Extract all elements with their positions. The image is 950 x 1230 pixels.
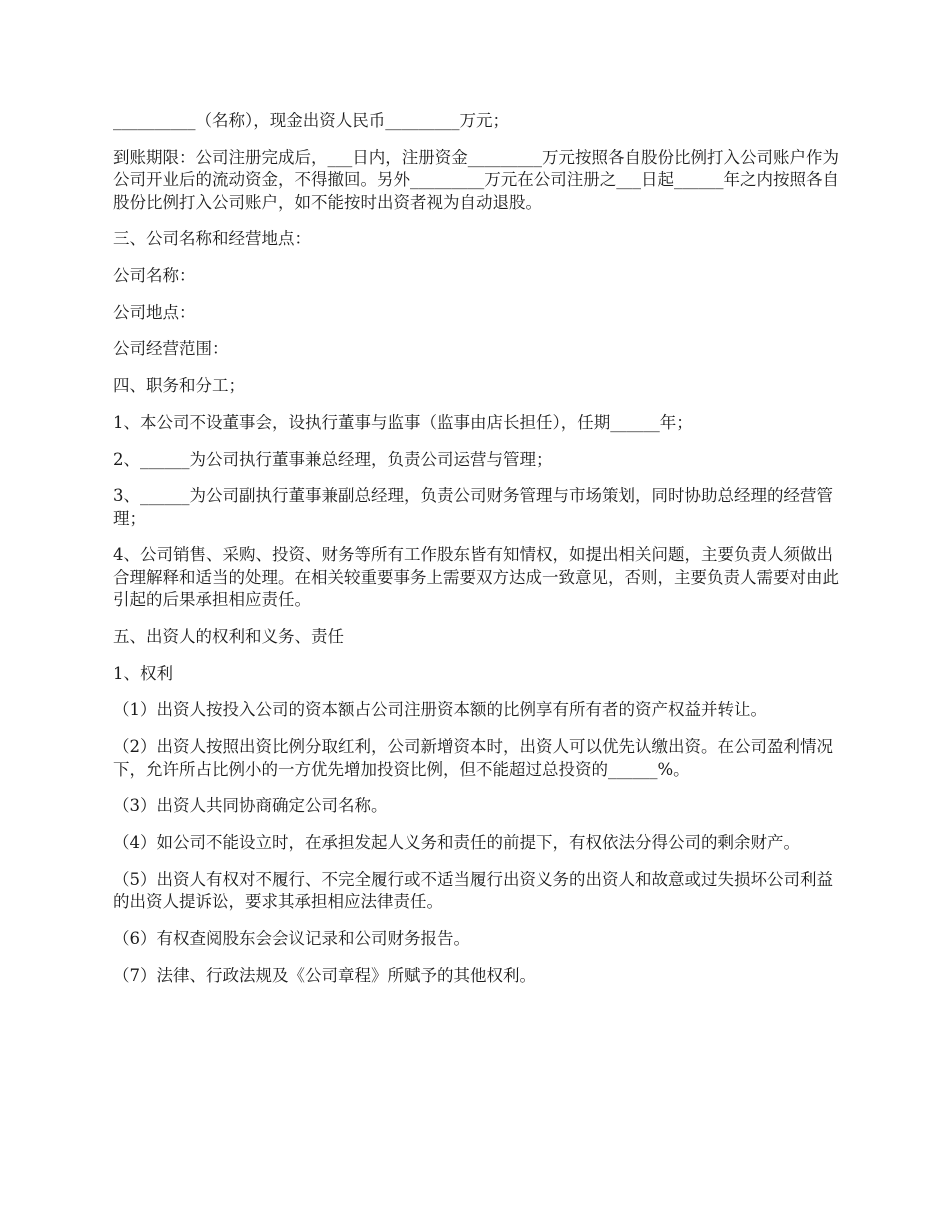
paragraph-right-4: （4）如公司不能设立时，在承担发起人义务和责任的前提下，有权依法分得公司的剩余财产。 bbox=[113, 833, 800, 852]
section-heading-rights-obligations: 五、出资人的权利和义务、责任 bbox=[113, 627, 344, 647]
section-heading-company-name-location: 三、公司名称和经营地点： bbox=[113, 229, 311, 249]
paragraph-duty-4: 4、公司销售、采购、投资、财务等所有工作股东皆有知情权，如提出相关问题，主要负责人须做出合理解释和适当的处理。在相关较重要事务上需要双方达成一致意见，否则，主要负责人需要对由此引起的后果承担相应责任。 bbox=[113, 545, 839, 610]
field-company-name: 公司名称： bbox=[113, 266, 196, 286]
subheading-rights: 1、权利 bbox=[113, 663, 173, 683]
paragraph-duty-2: 2、______为公司执行董事兼总经理，负责公司运营与管理； bbox=[113, 449, 553, 469]
paragraph-right-2: （2）出资人按照出资比例分取红利，公司新增资本时，出资人可以优先认缴出资。在公司盈利情况下，允许所占比例小的一方优先增加投资比例，但不能超过总投资的______%。 bbox=[113, 737, 833, 779]
paragraph-duty-3: 3、______为公司副执行董事兼副总经理，负责公司财务管理与市场策划，同时协助总经理的经营管理； bbox=[113, 486, 833, 528]
field-company-location: 公司地点： bbox=[113, 302, 196, 322]
paragraph-right-5: （5）出资人有权对不履行、不完全履行或不适当履行出资义务的出资人和故意或过失损坏公司利益的出资人提诉讼，要求其承担相应法律责任。 bbox=[113, 869, 833, 912]
paragraph-right-6: （6）有权查阅股东会会议记录和公司财务报告。 bbox=[113, 928, 470, 948]
paragraph-capital-cash: __________（名称），现金出资人民币_________万元； bbox=[113, 111, 509, 130]
document-body bbox=[113, 110, 841, 1001]
paragraph-right-3: （3）出资人共同协商确定公司名称。 bbox=[113, 796, 388, 816]
field-business-scope: 公司经营范围： bbox=[113, 339, 229, 359]
paragraph-right-1: （1）出资人按投入公司的资本额占公司注册资本额的比例享有所有者的资产权益并转让。 bbox=[113, 700, 767, 720]
paragraph-duty-1: 1、本公司不设董事会，设执行董事与监事（监事由店长担任），任期______年； bbox=[113, 412, 693, 432]
paragraph-right-7: （7）法律、行政法规及《公司章程》所赋予的其他权利。 bbox=[113, 965, 536, 985]
section-heading-duties: 四、职务和分工； bbox=[113, 376, 245, 396]
paragraph-payment-deadline: 到账期限：公司注册完成后，___日内，注册资金_________万元按照各自股份比例打入公司账户作为公司开业后的流动资金，不得撤回。另外_________万元在公司注册之___日起______年之内按照各自股份比例打入公司账户，如不能按时出资者视为自动退股。 bbox=[113, 147, 839, 212]
